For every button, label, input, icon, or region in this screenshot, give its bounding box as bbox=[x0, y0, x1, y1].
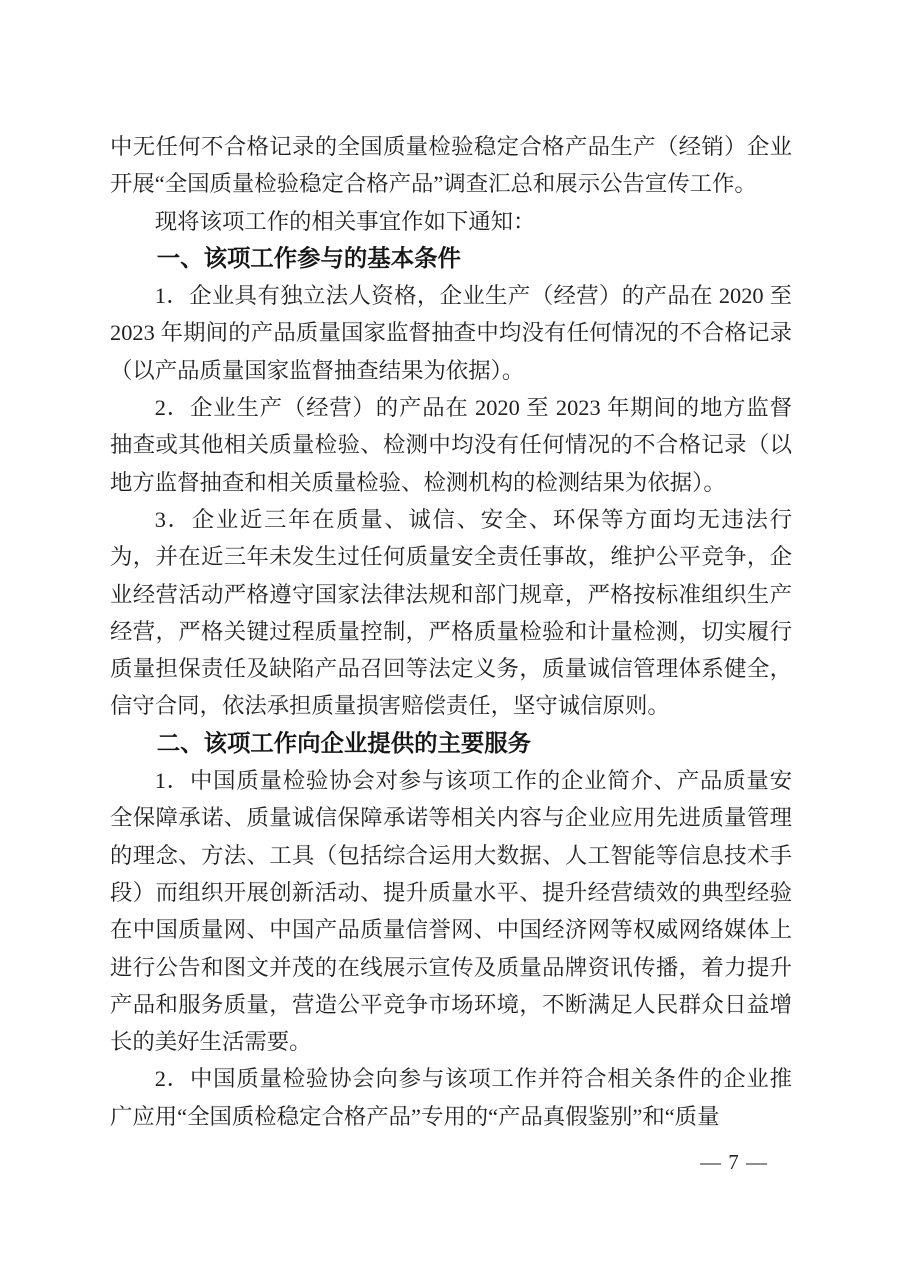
text-block bbox=[110, 128, 792, 1135]
section-2-item-2: 2．中国质量检验协会向参与该项工作并符合相关条件的企业推广应用“全国质检稳定合格产品”专用的“产品真假鉴别”和“质量 bbox=[110, 1066, 792, 1129]
section-1-item-2: 2．企业生产（经营）的产品在 2020 至 2023 年期间的地方监督抽查或其他相关质量检验、检测中均没有任何情况的不合格记录（以地方监督抽查和相关质量检验、检测机构的检测结果为依据）。 bbox=[110, 395, 792, 495]
paragraph-continuation: 中无任何不合格记录的全国质量检验稳定合格产品生产（经销）企业开展“全国质量检验稳定合格产品”调查汇总和展示公告宣传工作。 bbox=[110, 134, 792, 197]
section-1-heading: 一、该项工作参与的基本条件 bbox=[156, 244, 461, 271]
section-2-heading: 二、该项工作向企业提供的主要服务 bbox=[156, 729, 532, 756]
paragraph-intro: 现将该项工作的相关事宜作如下通知： bbox=[154, 208, 536, 234]
section-1-item-1: 1．企业具有独立法人资格，企业生产（经营）的产品在 2020 至 2023 年期间的产品质量国家监督抽查中均没有任何情况的不合格记录（以产品质量国家监督抽查结果为依据）。 bbox=[110, 283, 792, 383]
section-1-item-3: 3．企业近三年在质量、诚信、安全、环保等方面均无违法行为，并在近三年未发生过任何质量安全责任事故，维护公平竞争，企业经营活动严格遵守国家法律法规和部门规章，严格按标准组织生产经营，严格关键过程质量控制，严格质量检验和计量检测，切实履行质量担保责任及缺陷产品召回等法定义务，质量诚信管理体系健全，信守合同，依法承担质量损害赔偿责任，坚守诚信原则。 bbox=[110, 506, 792, 719]
page-number: — 7 — bbox=[700, 1150, 768, 1174]
section-2-item-1: 1．中国质量检验协会对参与该项工作的企业简介、产品质量安全保障承诺、质量诚信保障承诺等相关内容与企业应用先进质量管理的理念、方法、工具（包括综合运用大数据、人工智能等信息技术手段）而组织开展创新活动、提升质量水平、提升经营绩效的典型经验在中国质量网、中国产品质量信誉网、中国经济网等权威网络媒体上进行公告和图文并茂的在线展示宣传及质量品牌资讯传播，着力提升产品和服务质量，营造公平竞争市场环境，不断满足人民群众日益增长的美好生活需要。 bbox=[110, 768, 792, 1055]
